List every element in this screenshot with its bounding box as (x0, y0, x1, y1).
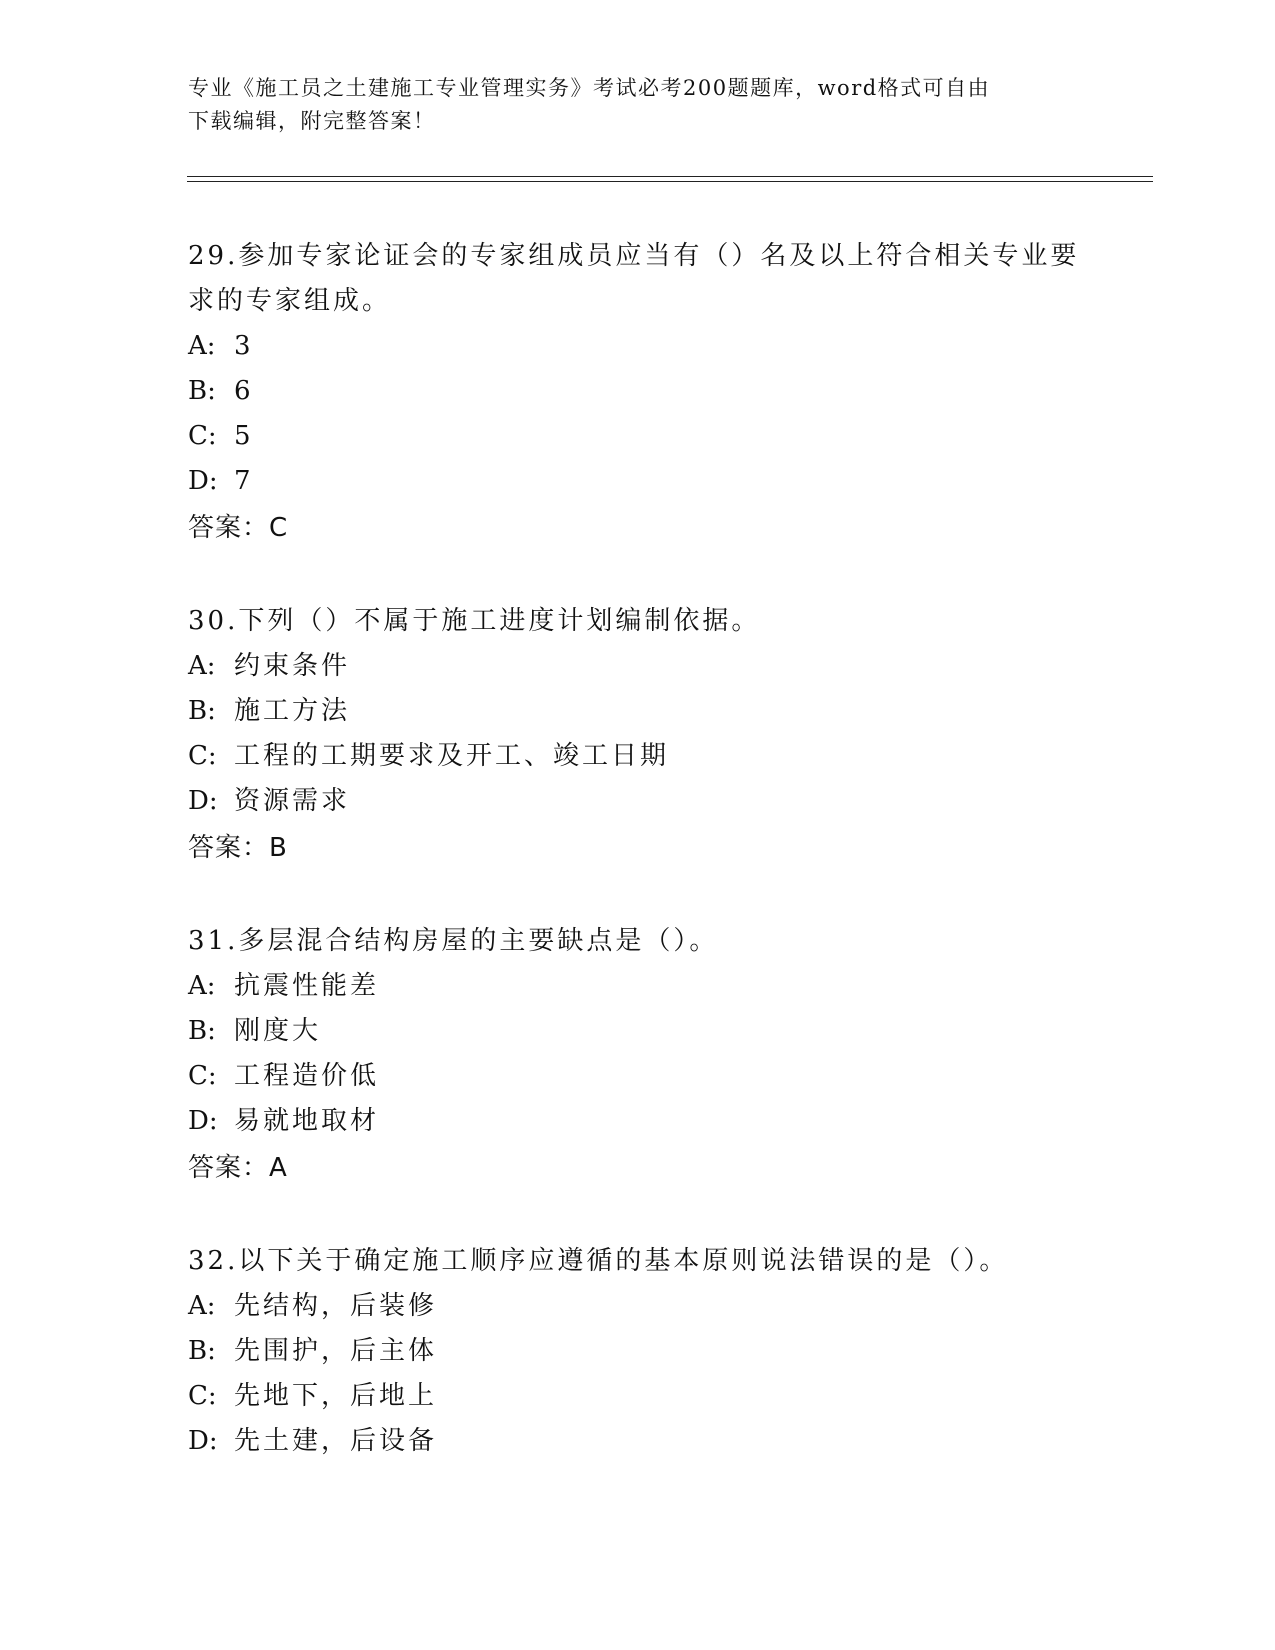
option-a (188, 644, 1088, 689)
option-text: 易就地取材 (234, 1106, 380, 1136)
option-c (188, 414, 1088, 459)
option-c (188, 1374, 1088, 1419)
question-29 (188, 234, 1088, 552)
answer-line: 答案：B (188, 833, 288, 863)
answer-line: 答案：A (188, 1153, 288, 1183)
option-text: 工程造价低 (234, 1061, 380, 1091)
option-text: 刚度大 (234, 1016, 322, 1046)
option-text: 7 (234, 466, 254, 496)
header-divider-top (187, 176, 1153, 177)
option-text: 5 (234, 421, 254, 451)
option-a (188, 1284, 1088, 1329)
option-text: 抗震性能差 (234, 971, 380, 1001)
header-divider-bottom (187, 181, 1153, 182)
option-d (188, 1419, 1088, 1464)
option-text: 先围护，后主体 (234, 1336, 438, 1366)
question-stem (188, 599, 1088, 644)
option-d (188, 779, 1088, 824)
option-b (188, 1009, 1088, 1054)
question-stem (188, 919, 1088, 964)
question-stem-line: 30.下列（）不属于施工进度计划编制依据。 (188, 606, 761, 636)
header-line-1: 专业《施工员之土建施工专业管理实务》考试必考200题题库，word格式可自由 (188, 76, 991, 100)
option-text: 约束条件 (234, 651, 351, 681)
option-letter: B: (188, 1336, 216, 1366)
option-letter: B: (188, 376, 216, 406)
option-letter: A: (188, 1291, 216, 1321)
option-letter: D: (188, 466, 218, 496)
option-text: 先地下，后地上 (234, 1381, 438, 1411)
option-a (188, 324, 1088, 369)
question-30 (188, 599, 1088, 872)
option-letter: C: (188, 741, 217, 771)
question-stem-line: 32.以下关于确定施工顺序应遵循的基本原则说法错误的是（）。 (188, 1246, 1009, 1276)
document-header (188, 72, 1068, 138)
option-text: 3 (234, 331, 254, 361)
option-c (188, 734, 1088, 779)
question-stem-line: 29.参加专家论证会的专家组成员应当有（）名及以上符合相关专业要 (188, 241, 1080, 271)
option-text: 工程的工期要求及开工、竣工日期 (234, 741, 670, 771)
question-stem (188, 234, 1088, 324)
option-letter: B: (188, 696, 216, 726)
question-stem (188, 1239, 1088, 1284)
option-text: 资源需求 (234, 786, 351, 816)
option-a (188, 964, 1088, 1009)
option-letter: C: (188, 1381, 217, 1411)
option-letter: D: (188, 1426, 218, 1456)
option-text: 施工方法 (234, 696, 351, 726)
option-letter: B: (188, 1016, 216, 1046)
answer-line: 答案：C (188, 513, 289, 543)
question-stem-line: 求的专家组成。 (188, 286, 392, 316)
option-letter: C: (188, 1061, 217, 1091)
question-list (188, 234, 1088, 1511)
header-line-2: 下载编辑，附完整答案！ (188, 109, 436, 133)
option-letter: A: (188, 971, 216, 1001)
question-stem-line: 31.多层混合结构房屋的主要缺点是（）。 (188, 926, 719, 956)
question-32 (188, 1239, 1088, 1464)
option-text: 先结构，后装修 (234, 1291, 438, 1321)
option-text: 6 (234, 376, 254, 406)
option-letter: C: (188, 421, 217, 451)
question-31 (188, 919, 1088, 1192)
option-d (188, 1099, 1088, 1144)
option-d (188, 459, 1088, 504)
option-letter: D: (188, 786, 218, 816)
option-c (188, 1054, 1088, 1099)
option-letter: D: (188, 1106, 218, 1136)
option-letter: A: (188, 331, 216, 361)
option-b (188, 1329, 1088, 1374)
option-text: 先土建，后设备 (234, 1426, 438, 1456)
option-letter: A: (188, 651, 216, 681)
option-b (188, 369, 1088, 414)
option-b (188, 689, 1088, 734)
